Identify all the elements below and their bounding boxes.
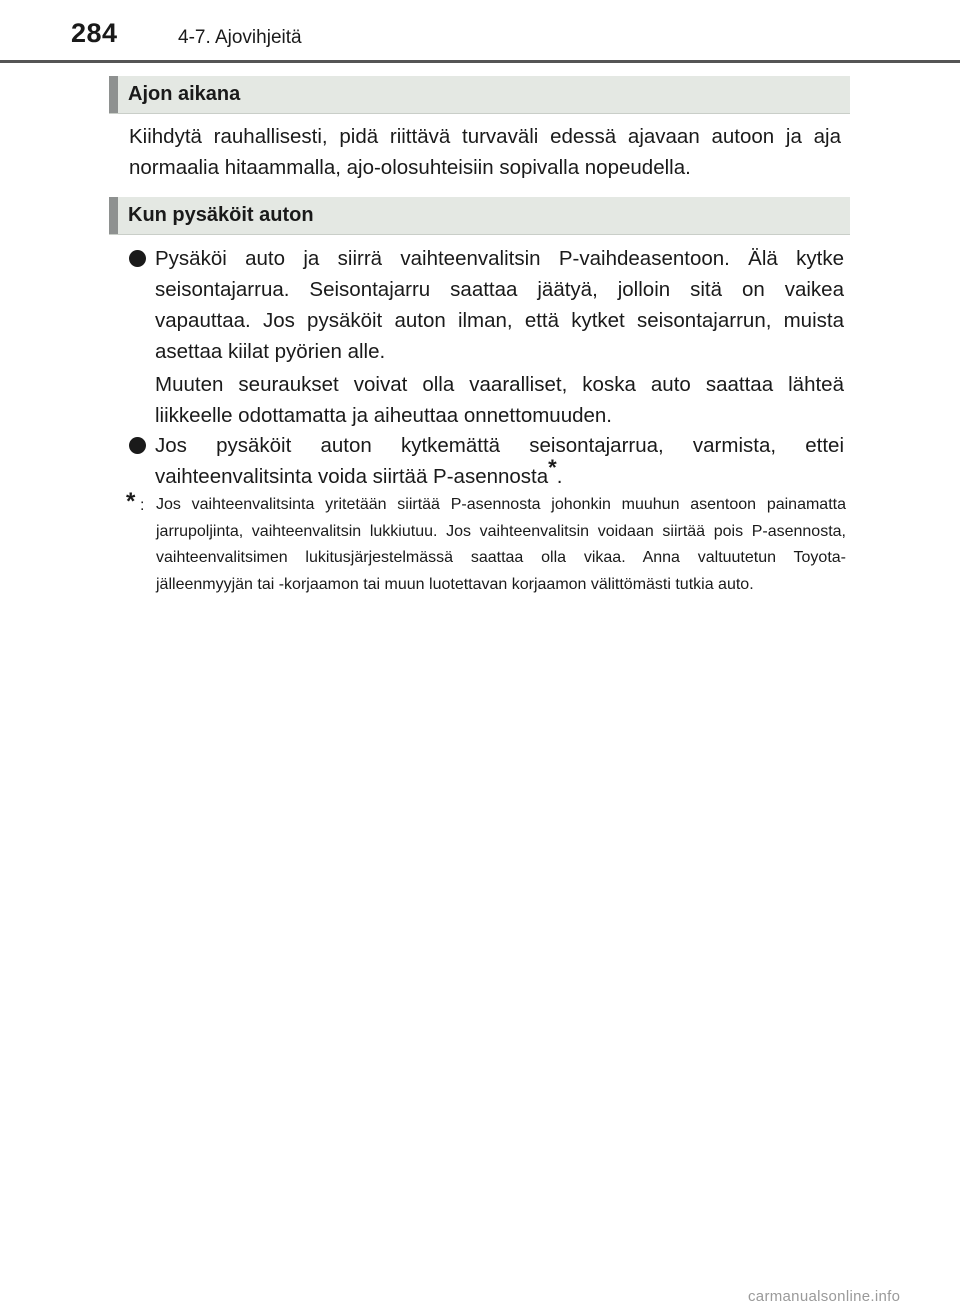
list-item-paragraph: Muuten seuraukset voivat olla vaaralliset, koska auto saattaa lähteä liikkeelle odottamatta ja aiheuttaa onnettomuuden. bbox=[155, 373, 844, 427]
list-item bbox=[124, 243, 844, 431]
section-heading-title: Ajon aikana bbox=[128, 83, 241, 105]
section-heading-parking bbox=[109, 197, 850, 235]
bullet-icon bbox=[129, 437, 146, 454]
header-divider bbox=[0, 60, 960, 63]
list-item-paragraph: Pysäköi auto ja siirrä vaihteenvalitsin P-vaihdeasentoon. Älä kytke seisontajarrua. Seisontajarru saattaa jäätyä, jolloin sitä on vaikea vapauttaa. Jos pysäköit auton ilman, että kytket seisontajarrun, muista asettaa kiilat pyörien alle. bbox=[155, 247, 844, 363]
list-item-paragraph: Jos pysäköit auton kytkemättä seisontajarrua, varmista, ettei vaihteenvalitsinta voida siirtää P-asennosta bbox=[155, 434, 844, 488]
section-heading-accent bbox=[109, 76, 118, 113]
bullet-icon bbox=[129, 250, 146, 267]
footnote-colon: : bbox=[140, 497, 145, 514]
footnote-reference: * bbox=[548, 455, 557, 480]
section-heading-title: Kun pysäköit auton bbox=[128, 204, 314, 226]
footnote bbox=[126, 488, 846, 598]
list-item-suffix: . bbox=[556, 465, 563, 488]
list-item-text bbox=[155, 430, 844, 492]
section-reference: 4-7. Ajovihjeitä bbox=[178, 27, 302, 48]
footnote-mark: * bbox=[126, 488, 136, 515]
list-item bbox=[124, 430, 844, 492]
section-heading-driving bbox=[109, 76, 850, 114]
watermark: carmanualsonline.info bbox=[748, 1288, 901, 1305]
footnote-text: Jos vaihteenvalitsinta yritetään siirtää P-asennosta johonkin muuhun asentoon painamatta jarrupoljinta, vaihteenvalitsin lukkiutuu. Jos vaihteenvalitsin voidaan siirtää pois P-asennosta, vaihteenvalitsimen lukitusjärjestelmässä saattaa olla vikaa. Anna valtuutetun Toyota-jälleenmyyjän tai -korjaamon tai muun luotettavan korjaamon välittömästi tutkia auto. bbox=[156, 496, 846, 593]
list-item-text bbox=[155, 243, 844, 431]
driving-paragraph: Kiihdytä rauhallisesti, pidä riittävä turvaväli edessä ajavaan autoon ja aja normaalia hitaammalla, ajo-olosuhteisiin sopivalla nopeudella. bbox=[129, 125, 841, 179]
page-header bbox=[0, 0, 960, 62]
page-number: 284 bbox=[71, 18, 118, 48]
section-heading-accent bbox=[109, 197, 118, 234]
